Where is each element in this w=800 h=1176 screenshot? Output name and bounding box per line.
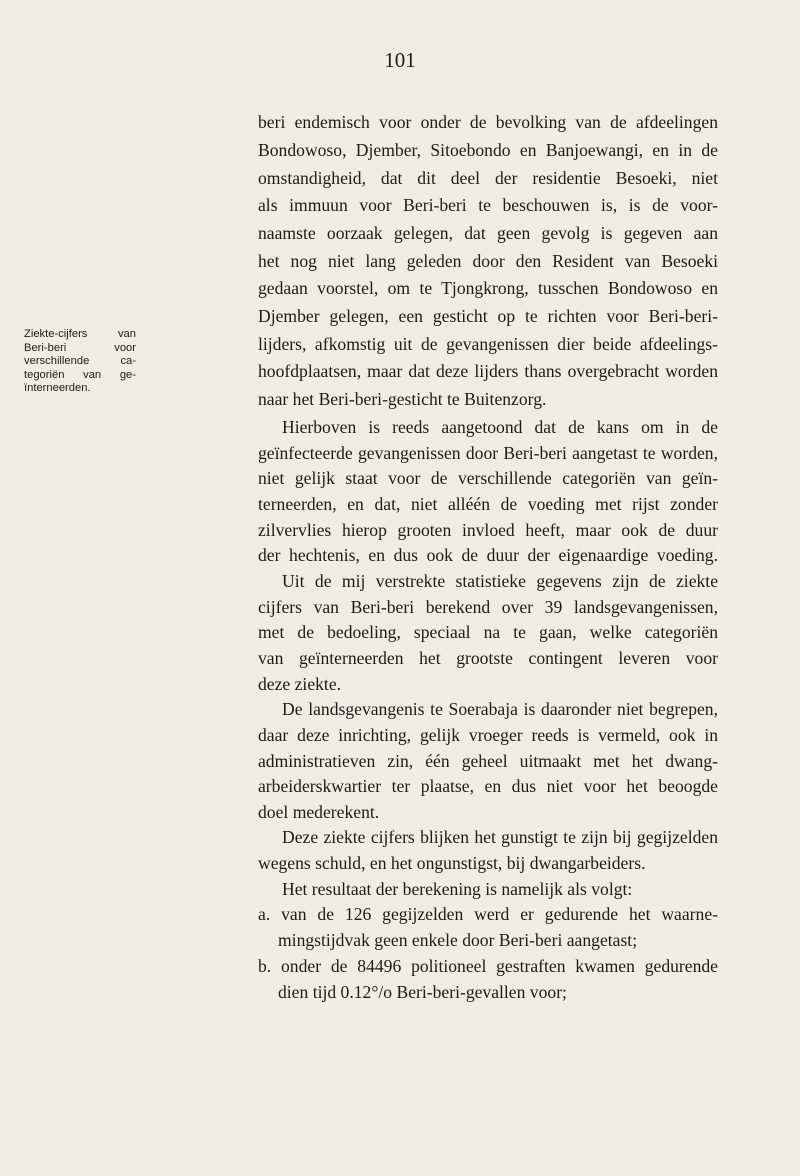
text-line: Uit de mij verstrekte statistieke gegevens zijn de ziekte (282, 571, 718, 591)
text-line: cijfers van Beri-beri berekend over 39 landsgevangenissen, (258, 597, 718, 617)
text-line: Hierboven is reeds aangetoond dat de kans om in de (282, 417, 718, 437)
text-line: geïnfecteerde gevangenissen door Beri-beri aangetast te worden, (258, 443, 718, 463)
text-line: der hechtenis, en dus ook de duur der eigenaardige voeding. (258, 545, 718, 565)
text-line: terneerden, en dat, niet alléén de voeding met rijst zonder (258, 494, 718, 514)
text-line: Deze ziekte cijfers blijken het gunstigt te zijn bij gegijzelden (282, 827, 718, 847)
text-line: mingstijdvak geen enkele door Beri-beri aangetast; (278, 930, 638, 950)
text-line: dien tijd 0.12°/o Beri-beri-gevallen voor; (278, 982, 567, 1002)
margin-note-line: verschillende ca- (24, 355, 136, 367)
text-line: lijders, afkomstig uit de gevangenissen dier beide afdeelings- (258, 334, 718, 354)
text-line: De landsgevangenis te Soerabaja is daaronder niet begrepen, (282, 699, 718, 719)
margin-note-line: tegoriën van ge- (24, 368, 136, 381)
text-line: administratieven zin, één geheel uitmaakt met het dwang- (258, 751, 718, 771)
text-line: doel mederekent. (258, 802, 380, 822)
margin-note (24, 328, 136, 396)
margin-note-line: Ziekte-cijfers van (24, 328, 136, 340)
margin-note-line: ïnterneerden. (24, 382, 91, 394)
text-line: Bondowoso, Djember, Sitoebondo en Banjoewangi, en in de (258, 140, 718, 160)
text-line: met de bedoeling, speciaal na te gaan, welke categoriën (258, 622, 718, 642)
text-line: deze ziekte. (258, 674, 342, 694)
text-line: wegens schuld, en het ongunstigst, bij dwangarbeiders. (258, 853, 646, 873)
margin-note-line: Beri-beri voor (24, 341, 136, 354)
text-line: gedaan voorstel, om te Tjongkrong, tusschen Bondowoso en (258, 278, 718, 298)
text-line: a. van de 126 gegijzelden werd er gedurende het waarne- (258, 904, 718, 924)
text-line: naar het Beri-beri-gesticht te Buitenzorg. (258, 389, 547, 409)
page-number: 101 (384, 48, 416, 72)
text-line: b. onder de 84496 politioneel gestraften kwamen gedurende (258, 956, 718, 976)
text-line: Het resultaat der berekening is namelijk als volgt: (282, 879, 633, 899)
text-line: hoofdplaatsen, maar dat deze lijders thans overgebracht worden (258, 361, 718, 381)
text-line: van geïnterneerden het grootste contingent leveren voor (258, 648, 718, 668)
text-line: Djember gelegen, een gesticht op te richten voor Beri-beri- (258, 306, 718, 326)
text-line: beri endemisch voor onder de bevolking van de afdeelingen (258, 112, 718, 132)
text-line: niet gelijk staat voor de verschillende categoriën van geïn- (258, 468, 718, 488)
text-line: als immuun voor Beri-beri te beschouwen is, is de voor- (258, 195, 718, 215)
text-line: zilvervlies hierop grooten invloed heeft, maar ook de duur (258, 520, 718, 540)
text-line: arbeiderskwartier ter plaatse, en dus niet voor het beoogde (258, 776, 718, 796)
text-line: het nog niet lang geleden door den Resident van Besoeki (258, 251, 718, 271)
text-line: omstandigheid, dat dit deel der residentie Besoeki, niet (258, 168, 718, 188)
text-line: naamste oorzaak gelegen, dat geen gevolg is gegeven aan (258, 223, 718, 243)
text-line: daar deze inrichting, gelijk vroeger reeds is vermeld, ook in (258, 725, 718, 745)
